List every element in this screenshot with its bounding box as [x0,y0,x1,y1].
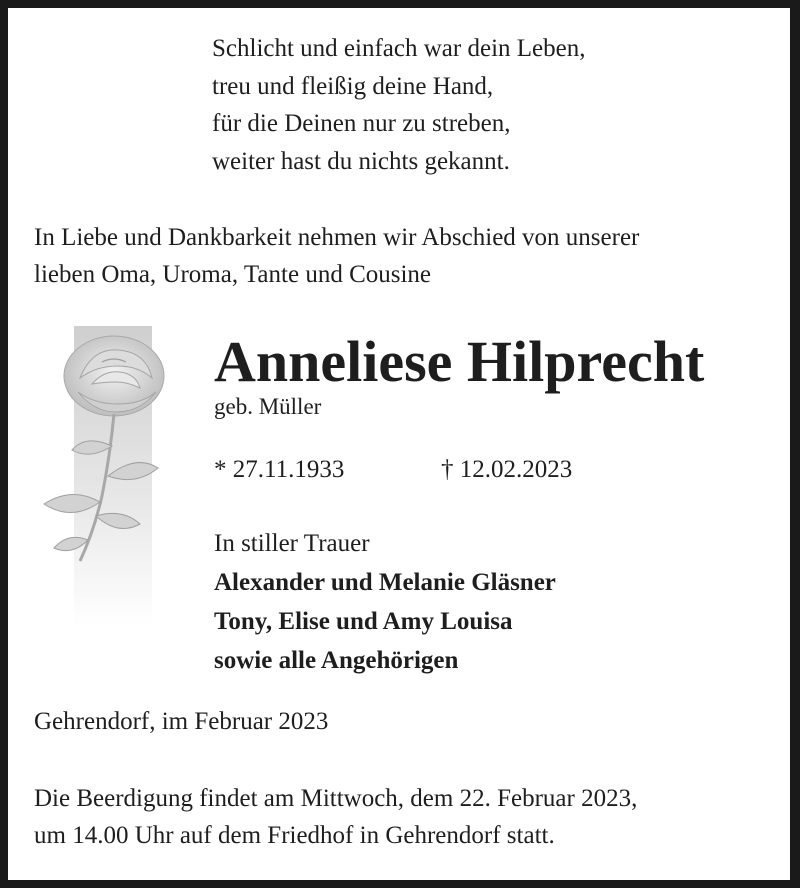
poem [212,30,585,180]
deceased-name: Anneliese Hilprecht [214,329,705,394]
mourners-block [214,524,556,680]
mourner-names: Tony, Elise und Amy Louisa [214,608,513,635]
birth-date: * 27.11.1933 [214,456,345,483]
funeral-info [34,780,637,854]
rose-icon [32,326,182,626]
poem-line: weiter hast du nichts gekannt. [212,147,510,175]
intro-line: In Liebe und Dankbarkeit nehmen wir Abschied von unserer [34,224,640,251]
mourner-names: sowie alle Angehörigen [214,647,459,674]
funeral-line: um 14.00 Uhr auf dem Friedhof in Gehrendorf statt. [34,822,555,849]
poem-line: für die Deinen nur zu streben, [212,110,511,137]
mourner-names: Alexander und Melanie Gläsner [214,569,556,596]
poem-line: treu und fleißig deine Hand, [212,72,494,100]
poem-line: Schlicht und einfach war dein Leben, [212,35,586,62]
mourning-heading: In stiller Trauer [214,530,370,557]
maiden-name: geb. Müller [214,394,322,419]
obituary-notice [8,8,790,880]
funeral-line: Die Beerdigung findet am Mittwoch, dem 22. Februar 2023, [34,785,638,812]
intro-line: lieben Oma, Uroma, Tante und Cousine [34,261,432,288]
rose-illustration [32,326,182,626]
death-date: † 12.02.2023 [441,456,573,483]
rose-bloom [64,336,164,416]
place-date: Gehrendorf, im Februar 2023 [34,708,329,735]
intro-text [34,219,639,293]
